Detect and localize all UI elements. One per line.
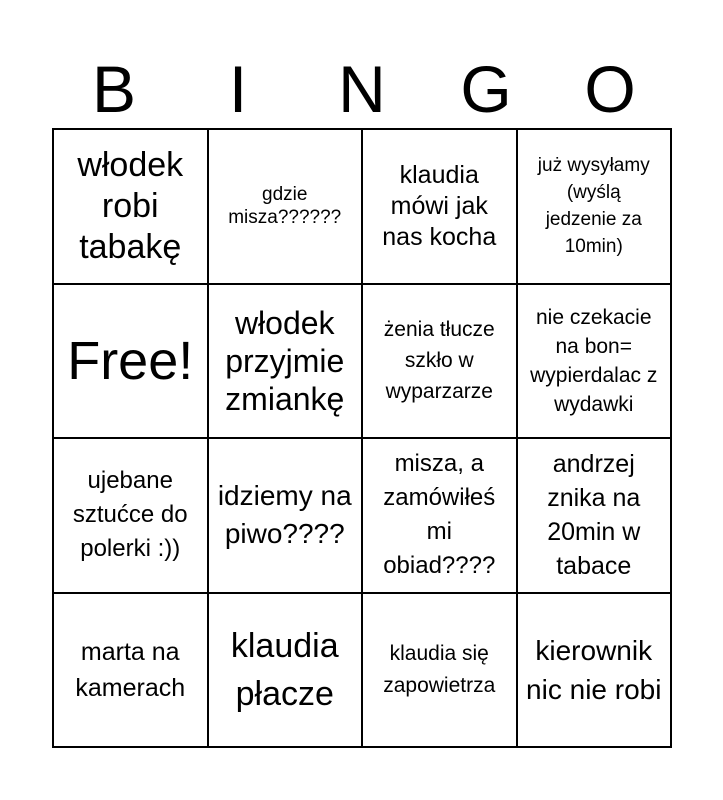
- bingo-cell[interactable]: [518, 594, 673, 749]
- bingo-cell[interactable]: [209, 594, 364, 749]
- cell-text: andrzej znika na 20min w tabace: [547, 450, 641, 581]
- cell-text: już wysyłamy (wyślą jedzenie za 10min): [537, 155, 650, 258]
- cell-text: klaudia się zapowietrza: [383, 641, 496, 697]
- cell-text: włodek robi tabakę: [77, 145, 184, 266]
- bingo-cell[interactable]: [209, 439, 364, 594]
- bingo-cell[interactable]: [54, 439, 209, 594]
- cell-text: włodek przyjmie zmiankę: [225, 304, 345, 417]
- bingo-cell[interactable]: [518, 130, 673, 285]
- header-letter-o: O: [584, 52, 636, 126]
- bingo-cell[interactable]: [363, 594, 518, 749]
- bingo-cell[interactable]: [54, 285, 209, 440]
- bingo-cell[interactable]: [54, 594, 209, 749]
- header-letter-n: N: [338, 52, 386, 126]
- header-letter-g: G: [460, 52, 512, 126]
- cell-text: gdzie misza??????: [228, 184, 342, 229]
- cell-text-free: Free!: [67, 330, 194, 391]
- cell-text: marta na kamerach: [75, 637, 186, 702]
- header-letter-b: B: [91, 52, 137, 126]
- bingo-header: [52, 50, 672, 128]
- cell-text: ujebane sztućce do polerki :)): [72, 467, 188, 563]
- cell-text: żenia tłucze szkło w wyparzarze: [383, 318, 495, 404]
- bingo-cell[interactable]: [363, 130, 518, 285]
- header-letter-i: I: [228, 52, 248, 126]
- cell-text: nie czekacie na bon= wypierdalac z wydawki: [530, 305, 658, 416]
- bingo-cell[interactable]: [363, 285, 518, 440]
- bingo-cell[interactable]: [363, 439, 518, 594]
- cell-text: klaudia płacze: [230, 626, 339, 713]
- bingo-cell[interactable]: [54, 130, 209, 285]
- bingo-cell[interactable]: [209, 130, 364, 285]
- cell-text: idziemy na piwo????: [217, 480, 352, 550]
- bingo-grid: [52, 128, 672, 748]
- cell-text: kierownik nic nie robi: [526, 634, 662, 705]
- bingo-cell[interactable]: [518, 439, 673, 594]
- bingo-cell[interactable]: [209, 285, 364, 440]
- cell-text: misza, a zamówiłeś mi obiad????: [383, 450, 496, 580]
- bingo-cell[interactable]: [518, 285, 673, 440]
- cell-text: klaudia mówi jak nas kocha: [382, 160, 497, 251]
